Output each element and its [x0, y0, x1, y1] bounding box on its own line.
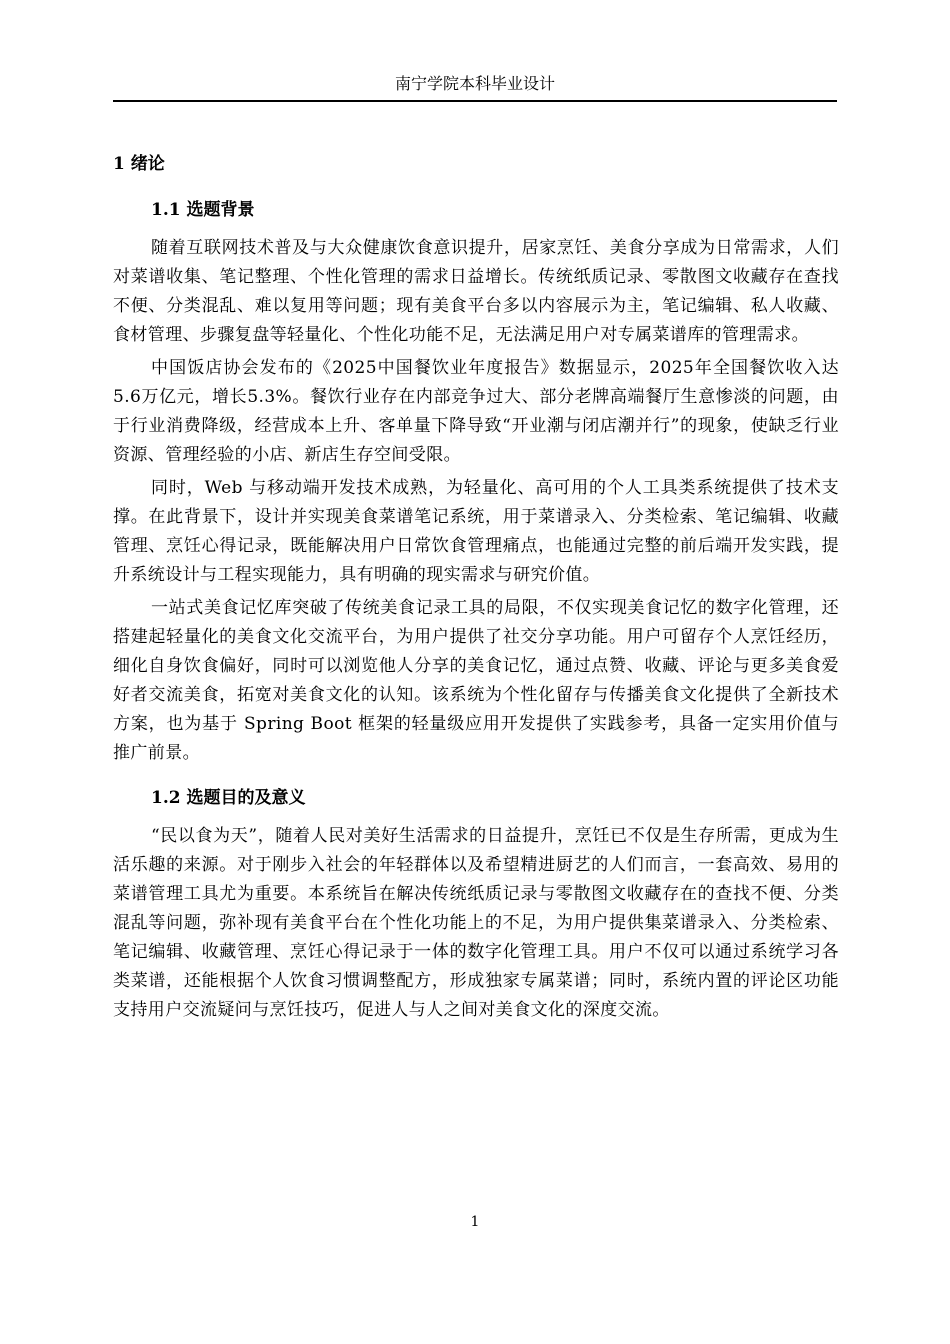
- section-heading-purpose: 1.2 选题目的及意义: [151, 788, 306, 808]
- paragraph: 一站式美食记忆库突破了传统美食记录工具的局限，不仅实现美食记忆的数字化管理，还搭建起轻量化的美食文化交流平台，为用户提供了社交分享功能。用户可留存个人烹饪经历，细化自身饮食偏好，同时可以浏览他人分享的美食记忆，通过点赞、收藏、评论与更多美食爱好者交流美食，拓宽对美食文化的认知。该系统为个性化留存与传播美食文化提供了全新技术方案，也为基于 Spring Boot 框架的轻量级应用开发提供了实践参考，具备一定实用价值与推广前景。: [113, 598, 839, 763]
- page-body: [113, 150, 839, 1029]
- paragraph: 随着互联网技术普及与大众健康饮食意识提升，居家烹饪、美食分享成为日常需求，人们对菜谱收集、笔记整理、个性化管理的需求日益增长。传统纸质记录、零散图文收藏存在查找不便、分类混乱、难以复用等问题；现有美食平台多以内容展示为主，笔记编辑、私人收藏、食材管理、步骤复盘等轻量化、个性化功能不足，无法满足用户对专属菜谱库的管理需求。: [113, 238, 839, 345]
- paragraph: 中国饭店协会发布的《2025中国餐饮业年度报告》数据显示，2025年全国餐饮收入达5.6万亿元，增长5.3%。餐饮行业存在内部竞争过大、部分老牌高端餐厅生意惨淡的问题，由于行业消费降级，经营成本上升、客单量下降导致“开业潮与闭店潮并行”的现象，使缺乏行业资源、管理经验的小店、新店生存空间受限。: [113, 358, 839, 465]
- chapter-heading: 1 绪论: [113, 154, 165, 174]
- page-number: 1: [470, 1214, 480, 1230]
- section-heading-background: 1.1 选题背景: [151, 200, 255, 220]
- header-divider: [113, 100, 837, 102]
- running-header: 南宁学院本科毕业设计: [394, 74, 555, 93]
- paragraph: “民以食为天”，随着人民对美好生活需求的日益提升，烹饪已不仅是生存所需，更成为生活乐趣的来源。对于刚步入社会的年轻群体以及希望精进厨艺的人们而言，一套高效、易用的菜谱管理工具尤为重要。本系统旨在解决传统纸质记录与零散图文收藏存在的查找不便、分类混乱等问题，弥补现有美食平台在个性化功能上的不足，为用户提供集菜谱录入、分类检索、笔记编辑、收藏管理、烹饪心得记录于一体的数字化管理工具。用户不仅可以通过系统学习各类菜谱，还能根据个人饮食习惯调整配方，形成独家专属菜谱；同时，系统内置的评论区功能支持用户交流疑问与烹饪技巧，促进人与人之间对美食文化的深度交流。: [113, 826, 839, 1020]
- paragraph: 同时，Web 与移动端开发技术成熟，为轻量化、高可用的个人工具类系统提供了技术支撑。在此背景下，设计并实现美食菜谱笔记系统，用于菜谱录入、分类检索、笔记编辑、收藏管理、烹饪心得记录，既能解决用户日常饮食管理痛点，也能通过完整的前后端开发实践，提升系统设计与工程实现能力，具有明确的现实需求与研究价值。: [113, 478, 839, 585]
